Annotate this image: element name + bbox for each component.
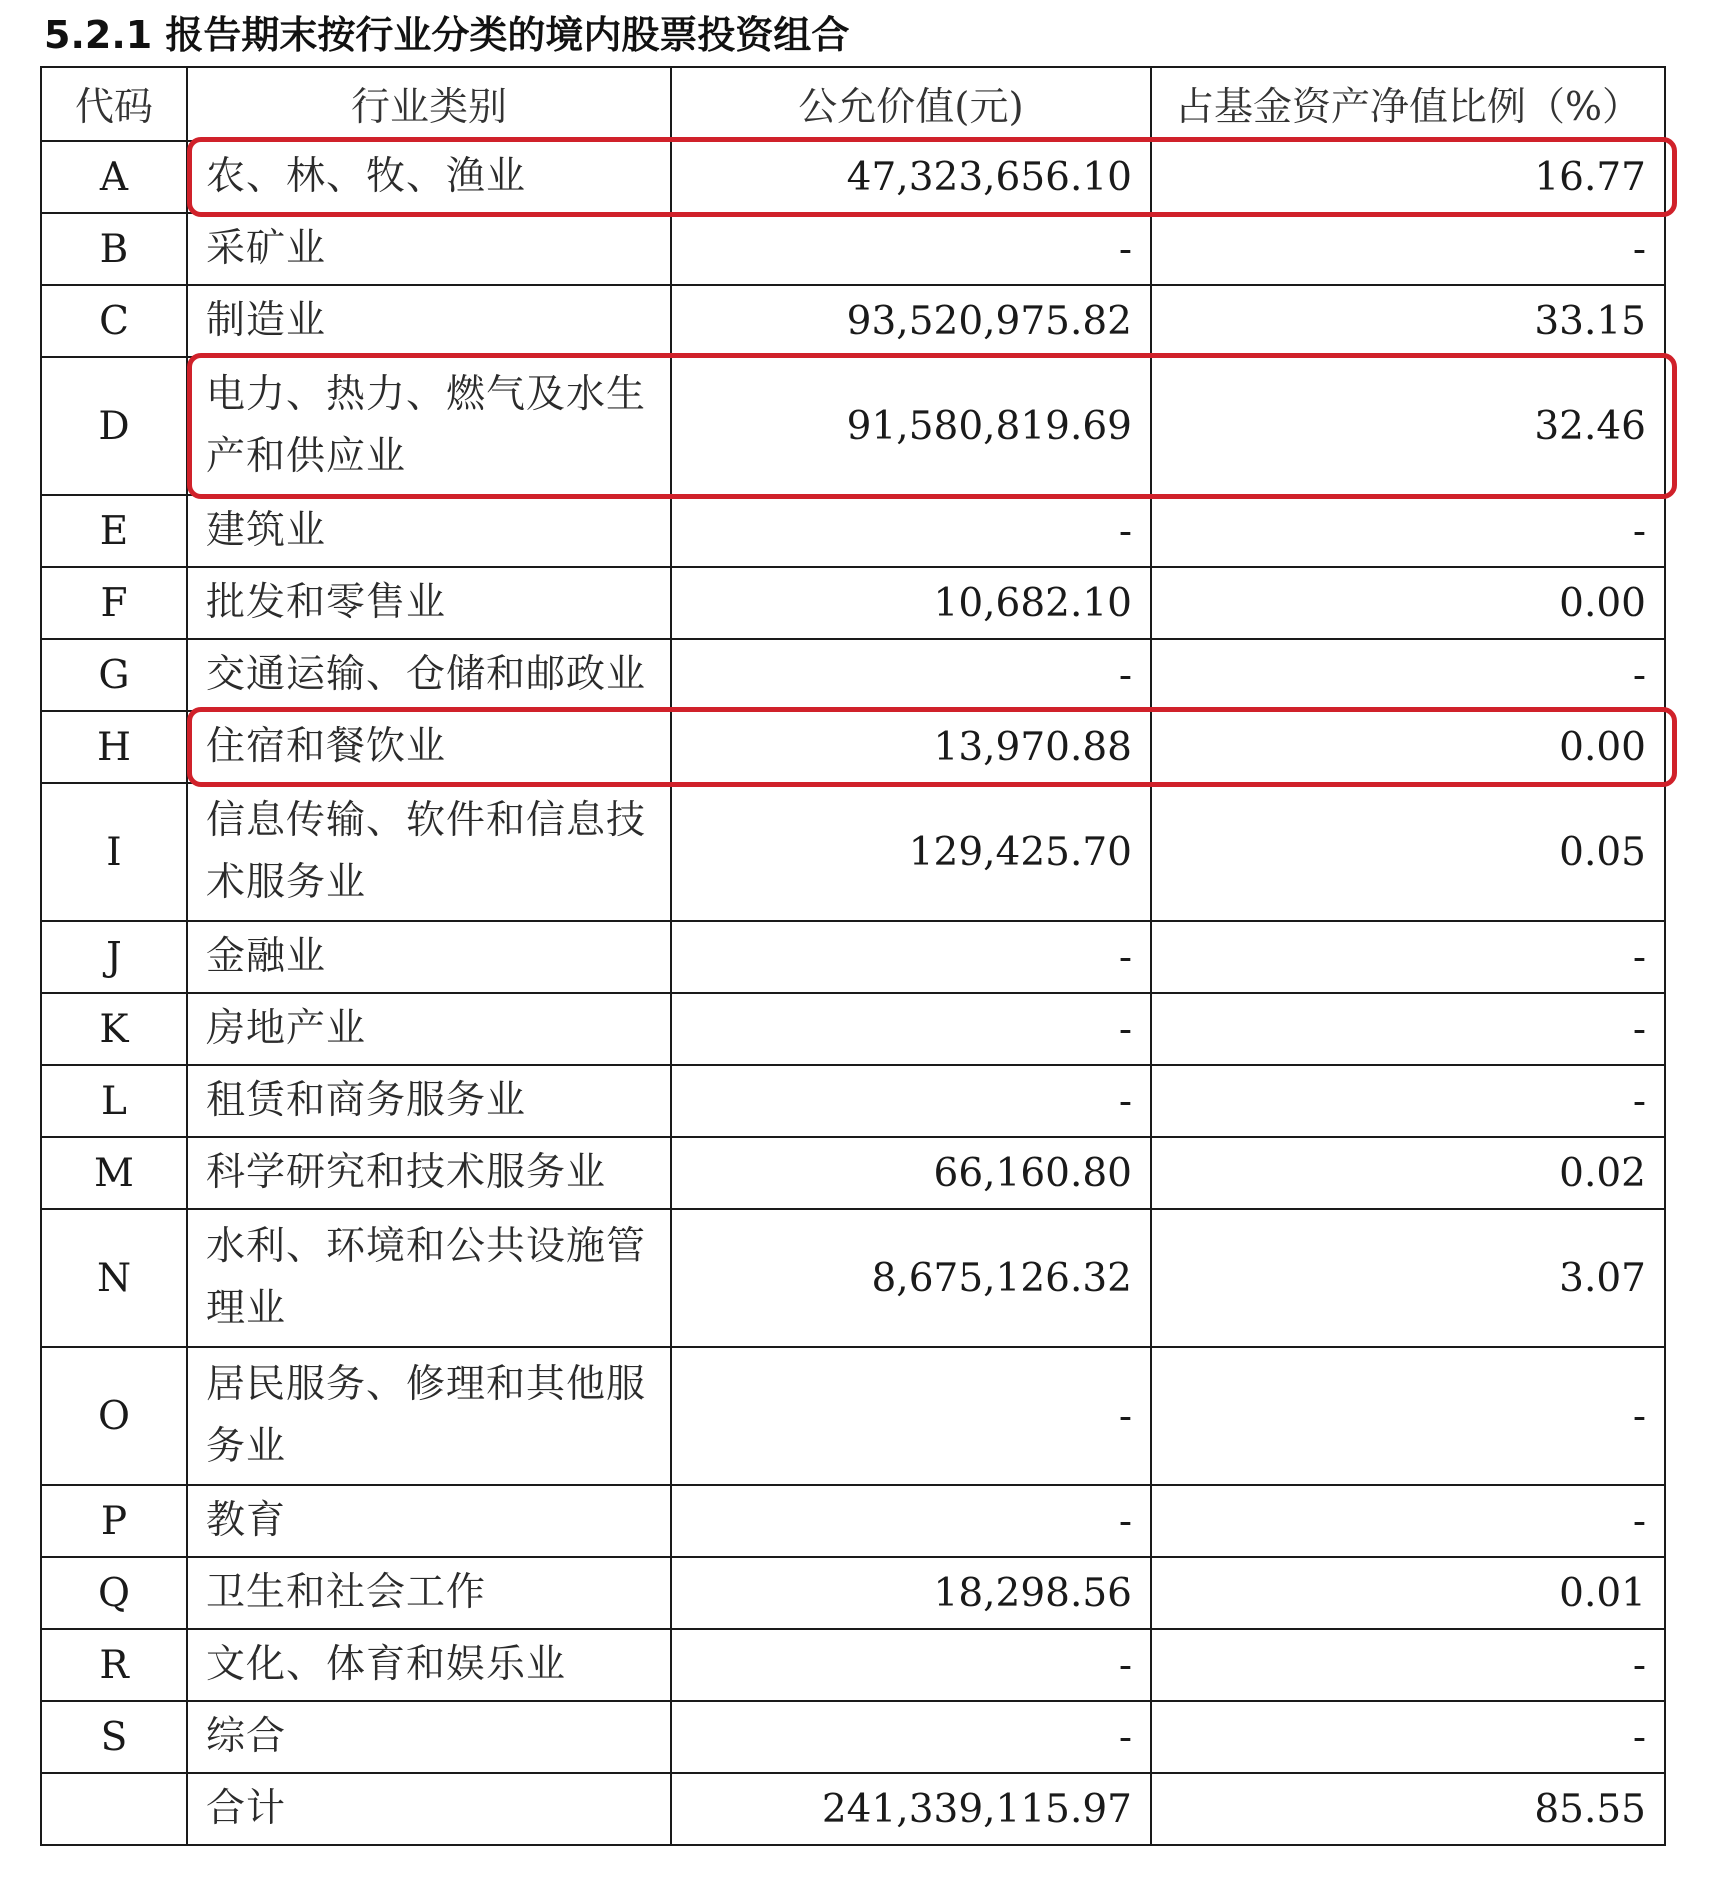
fair-value-cell: - xyxy=(671,921,1151,993)
section-title: 5.2.1 报告期末按行业分类的境内股票投资组合 xyxy=(44,13,850,57)
industry-cell: 信息传输、软件和信息技术服务业 xyxy=(187,783,671,921)
table-row xyxy=(41,1065,1665,1137)
industry-cell: 租赁和商务服务业 xyxy=(187,1065,671,1137)
table-row xyxy=(41,711,1665,783)
industry-cell: 住宿和餐饮业 xyxy=(187,711,671,783)
code-cell: O xyxy=(41,1347,187,1485)
nav-ratio-cell: 0.05 xyxy=(1151,783,1665,921)
fair-value-cell: - xyxy=(671,1347,1151,1485)
industry-cell: 房地产业 xyxy=(187,993,671,1065)
fair-value-cell: 93,520,975.82 xyxy=(671,285,1151,357)
table-row xyxy=(41,141,1665,213)
nav-ratio-cell: - xyxy=(1151,1629,1665,1701)
table-row xyxy=(41,1701,1665,1773)
table-row xyxy=(41,639,1665,711)
nav-ratio-cell: - xyxy=(1151,213,1665,285)
header-nav-ratio: 占基金资产净值比例（%） xyxy=(1151,67,1665,141)
code-cell: M xyxy=(41,1137,187,1209)
code-cell: J xyxy=(41,921,187,993)
fair-value-cell: 91,580,819.69 xyxy=(671,357,1151,495)
header-fair-value: 公允价值(元) xyxy=(671,67,1151,141)
code-cell: N xyxy=(41,1209,187,1347)
table-row xyxy=(41,1629,1665,1701)
table-row xyxy=(41,213,1665,285)
table-row xyxy=(41,1137,1665,1209)
code-cell: F xyxy=(41,567,187,639)
code-cell: A xyxy=(41,141,187,213)
table-row xyxy=(41,993,1665,1065)
code-cell: P xyxy=(41,1485,187,1557)
table-row xyxy=(41,1557,1665,1629)
fair-value-cell: 47,323,656.10 xyxy=(671,141,1151,213)
fair-value-cell: 10,682.10 xyxy=(671,567,1151,639)
nav-ratio-cell: - xyxy=(1151,1701,1665,1773)
fair-value-cell: 129,425.70 xyxy=(671,783,1151,921)
header-industry: 行业类别 xyxy=(187,67,671,141)
fair-value-cell: - xyxy=(671,1629,1151,1701)
table-row xyxy=(41,285,1665,357)
table-row xyxy=(41,357,1665,495)
nav-ratio-cell: - xyxy=(1151,1485,1665,1557)
fair-value-cell: 8,675,126.32 xyxy=(671,1209,1151,1347)
code-cell: Q xyxy=(41,1557,187,1629)
fair-value-cell: - xyxy=(671,1065,1151,1137)
code-cell: K xyxy=(41,993,187,1065)
total-row xyxy=(41,1773,1665,1845)
nav-ratio-cell: 32.46 xyxy=(1151,357,1665,495)
industry-cell: 教育 xyxy=(187,1485,671,1557)
nav-ratio-cell: 0.00 xyxy=(1151,711,1665,783)
nav-ratio-cell: 33.15 xyxy=(1151,285,1665,357)
code-cell: R xyxy=(41,1629,187,1701)
code-cell: B xyxy=(41,213,187,285)
fair-value-cell: 18,298.56 xyxy=(671,1557,1151,1629)
nav-ratio-cell: - xyxy=(1151,495,1665,567)
nav-ratio-cell: - xyxy=(1151,1347,1665,1485)
table-row xyxy=(41,1209,1665,1347)
code-cell xyxy=(41,1773,187,1845)
fair-value-cell: - xyxy=(671,1701,1151,1773)
industry-portfolio-table xyxy=(40,66,1666,1846)
nav-ratio-cell: 85.55 xyxy=(1151,1773,1665,1845)
nav-ratio-cell: - xyxy=(1151,993,1665,1065)
nav-ratio-cell: 16.77 xyxy=(1151,141,1665,213)
nav-ratio-cell: 0.00 xyxy=(1151,567,1665,639)
fair-value-cell: - xyxy=(671,495,1151,567)
industry-cell: 制造业 xyxy=(187,285,671,357)
nav-ratio-cell: 0.01 xyxy=(1151,1557,1665,1629)
fair-value-cell: - xyxy=(671,1485,1151,1557)
nav-ratio-cell: - xyxy=(1151,639,1665,711)
nav-ratio-cell: - xyxy=(1151,1065,1665,1137)
nav-ratio-cell: 0.02 xyxy=(1151,1137,1665,1209)
industry-cell: 金融业 xyxy=(187,921,671,993)
code-cell: C xyxy=(41,285,187,357)
code-cell: H xyxy=(41,711,187,783)
fair-value-cell: 66,160.80 xyxy=(671,1137,1151,1209)
table-row xyxy=(41,495,1665,567)
industry-cell: 电力、热力、燃气及水生产和供应业 xyxy=(187,357,671,495)
industry-cell: 综合 xyxy=(187,1701,671,1773)
nav-ratio-cell: 3.07 xyxy=(1151,1209,1665,1347)
table-header-row xyxy=(41,67,1665,141)
table-row xyxy=(41,1347,1665,1485)
fair-value-cell: - xyxy=(671,993,1151,1065)
table-row xyxy=(41,567,1665,639)
industry-cell: 合计 xyxy=(187,1773,671,1845)
code-cell: L xyxy=(41,1065,187,1137)
industry-cell: 采矿业 xyxy=(187,213,671,285)
code-cell: E xyxy=(41,495,187,567)
table-row xyxy=(41,1485,1665,1557)
industry-cell: 农、林、牧、渔业 xyxy=(187,141,671,213)
industry-cell: 水利、环境和公共设施管理业 xyxy=(187,1209,671,1347)
industry-cell: 建筑业 xyxy=(187,495,671,567)
code-cell: D xyxy=(41,357,187,495)
code-cell: I xyxy=(41,783,187,921)
fair-value-cell: - xyxy=(671,639,1151,711)
industry-cell: 卫生和社会工作 xyxy=(187,1557,671,1629)
industry-cell: 交通运输、仓储和邮政业 xyxy=(187,639,671,711)
industry-cell: 文化、体育和娱乐业 xyxy=(187,1629,671,1701)
table-row xyxy=(41,783,1665,921)
header-code: 代码 xyxy=(41,67,187,141)
industry-cell: 科学研究和技术服务业 xyxy=(187,1137,671,1209)
fair-value-cell: 13,970.88 xyxy=(671,711,1151,783)
nav-ratio-cell: - xyxy=(1151,921,1665,993)
code-cell: S xyxy=(41,1701,187,1773)
fair-value-cell: - xyxy=(671,213,1151,285)
industry-cell: 居民服务、修理和其他服务业 xyxy=(187,1347,671,1485)
table-row xyxy=(41,921,1665,993)
industry-cell: 批发和零售业 xyxy=(187,567,671,639)
fair-value-cell: 241,339,115.97 xyxy=(671,1773,1151,1845)
code-cell: G xyxy=(41,639,187,711)
